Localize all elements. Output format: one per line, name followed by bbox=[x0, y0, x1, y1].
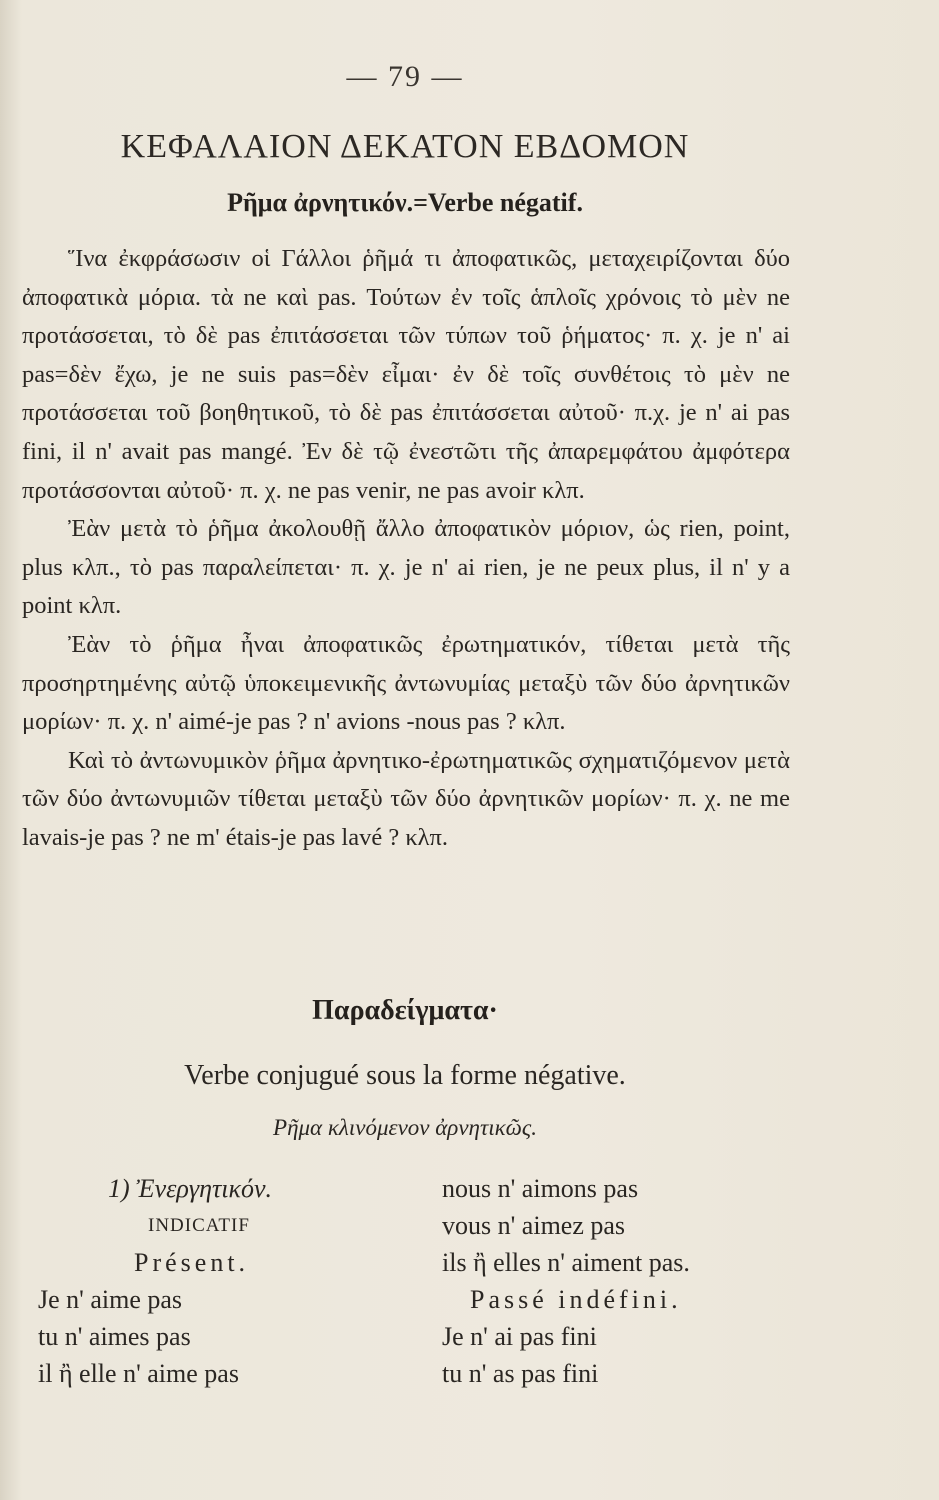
conjugation-line: Je n' ai pas fini bbox=[442, 1322, 597, 1351]
conjugation-left-column bbox=[38, 1170, 368, 1392]
conjugation-greek-title: Ρῆμα κλινόμενον ἀρνητικῶς. bbox=[273, 1115, 537, 1140]
tense-label: Passé indéfini. bbox=[470, 1285, 682, 1314]
conjugation-title: Verbe conjugué sous la forme négative. bbox=[184, 1060, 626, 1091]
chapter-subtitle: Ρῆμα ἀρνητικόν.=Verbe négatif. bbox=[227, 188, 583, 217]
conjugation-line: Je n' aime pas bbox=[38, 1285, 183, 1314]
paragraph: Καὶ τὸ ἀντωνυμικὸν ῥῆμα ἀρνητικο-ἐρωτηματικῶς σχηματιζόμενον μετὰ τῶν δύο ἀντωνυμιῶν τίθεται μεταξὺ τῶν δύο ἀρνητικῶν μορίων· π. χ. ne me lavais-je pas ? ne m' étais-je pas lavé ? κλπ. bbox=[22, 746, 790, 851]
chapter-title: ΚΕΦΑΛΑΙΟΝ ΔΕΚΑΤΟΝ ΕΒΔΟΜΟΝ bbox=[120, 128, 690, 165]
tense-label: Présent. bbox=[134, 1248, 250, 1277]
conjugation-line: vous n' aimez pas bbox=[442, 1211, 626, 1240]
page-number: — 79 — bbox=[346, 60, 464, 93]
body-text bbox=[22, 240, 790, 858]
mood-label: INDICATIF bbox=[148, 1215, 250, 1236]
conjugation-line: ils ἢ elles n' aiment pas. bbox=[442, 1248, 690, 1277]
conjugation-line: tu n' as pas fini bbox=[442, 1359, 599, 1388]
conjugation-line: tu n' aimes pas bbox=[38, 1322, 191, 1351]
paragraph: Ἐὰν μετὰ τὸ ῥῆμα ἀκολουθῇ ἄλλο ἀποφατικὸν μόριον, ὡς rien, point, plus κλπ., τὸ pas παραλείπεται· π. χ. je n' ai rien, je ne peux plus, il n' y a point κλπ. bbox=[22, 515, 790, 620]
conjugation-right-column bbox=[442, 1170, 802, 1392]
examples-heading: Παραδείγματα· bbox=[312, 995, 498, 1026]
paragraph: Ἵνα ἐκφράσωσιν οἱ Γάλλοι ῥῆμά τι ἀποφατικῶς, μεταχειρίζονται δύο ἀποφατικὰ μόρια. τὰ ne καὶ pas. Τούτων ἐν τοῖς ἁπλοῖς χρόνοις τὸ μὲν ne προτάσσεται, τὸ δὲ pas ἐπιτάσσεται τῶν τύπων τοῦ ῥήματος· π. χ. je n' ai pas=δὲν ἔχω, je ne suis pas=δὲν εἶμαι· ἐν δὲ τοῖς συνθέτοις τὸ μὲν ne προτάσσεται τοῦ βοηθητικοῦ, τὸ δὲ pas ἐπιτάσσεται αὐτοῦ· π.χ. je n' ai pas fini, il n' avait pas mangé. Ἐν δὲ τῷ ἐνεστῶτι τῆς ἀπαρεμφάτου ἀμφότερα προτάσσονται αὐτοῦ· π. χ. ne pas venir, ne pas avoir κλπ. bbox=[22, 245, 790, 504]
conjugation-line: il ἢ elle n' aime pas bbox=[38, 1359, 239, 1388]
paragraph: Ἐὰν τὸ ῥῆμα ἦναι ἀποφατικῶς ἐρωτηματικόν, τίθεται μετὰ τῆς προσηρτημένης αὐτῷ ὑποκειμενικῆς ἀντωνυμίας μεταξὺ τῶν δύο ἀρνητικῶν μορίων· π. χ. n' aimé-je pas ? n' avions -nous pas ? κλπ. bbox=[22, 630, 790, 736]
voice-label: 1) Ἐνεργητικόν. bbox=[108, 1174, 273, 1203]
conjugation-line: nous n' aimons pas bbox=[442, 1174, 639, 1203]
